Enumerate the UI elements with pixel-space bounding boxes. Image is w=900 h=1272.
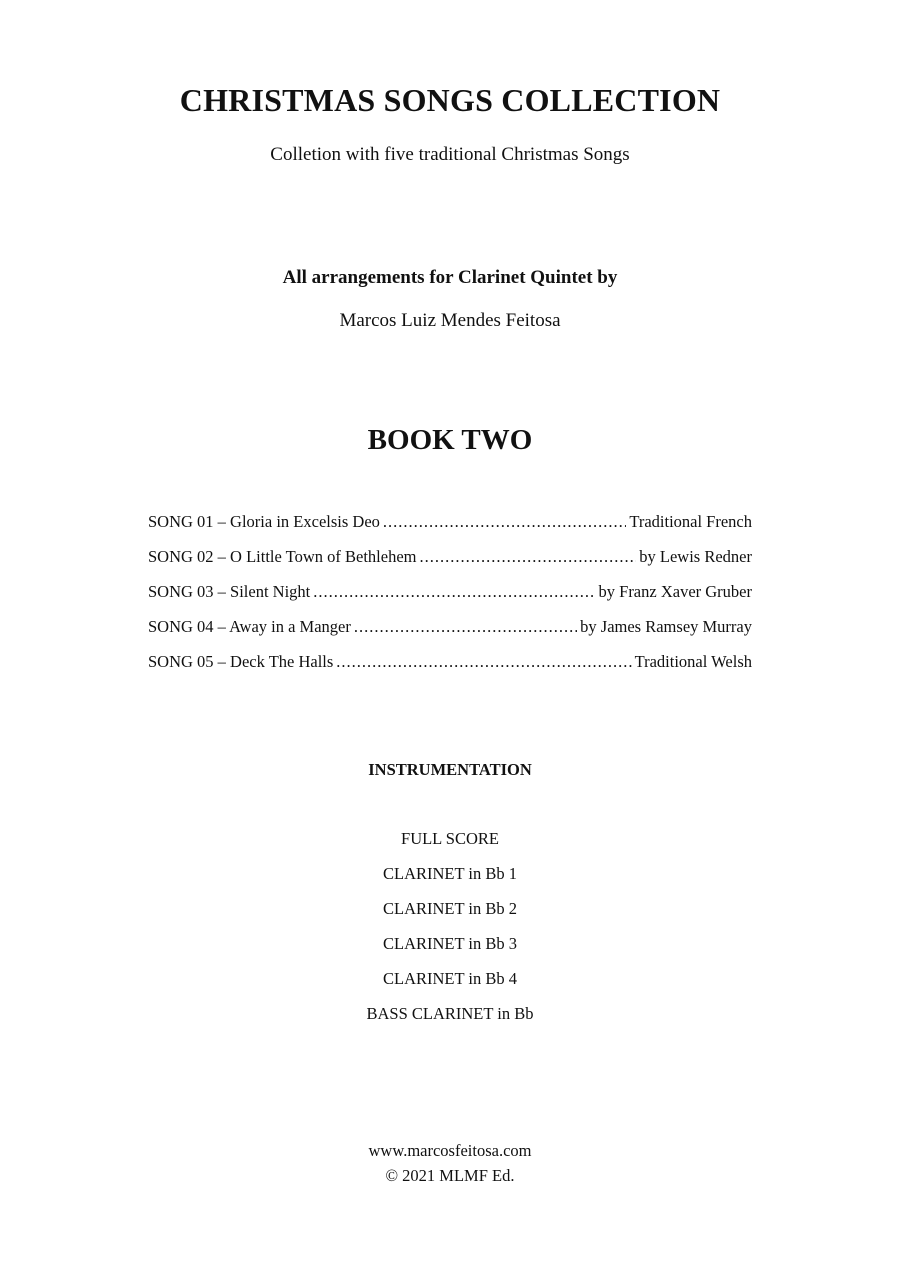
document-subtitle: Colletion with five traditional Christmas Songs [270, 144, 630, 165]
song-author: by Franz Xaver Gruber [598, 582, 752, 601]
instrument-item: FULL SCORE [401, 829, 499, 848]
copyright-notice: © 2021 MLMF Ed. [385, 1166, 515, 1185]
song-author: by James Ramsey Murray [580, 617, 752, 636]
table-of-contents [148, 512, 752, 687]
dot-leader [419, 547, 636, 567]
instrument-item: CLARINET in Bb 1 [383, 864, 517, 883]
song-title: SONG 04 – Away in a Manger [148, 617, 351, 636]
instrument-item: CLARINET in Bb 3 [383, 934, 517, 953]
toc-row [148, 547, 752, 582]
dot-leader [354, 617, 577, 637]
instrument-item: BASS CLARINET in Bb [366, 1004, 534, 1023]
song-author: Traditional Welsh [634, 652, 752, 671]
dot-leader [336, 652, 631, 672]
website-url: www.marcosfeitosa.com [368, 1141, 532, 1160]
document-title: CHRISTMAS SONGS COLLECTION [179, 82, 721, 118]
song-author: by Lewis Redner [639, 547, 752, 566]
toc-row [148, 652, 752, 687]
toc-row [148, 582, 752, 617]
book-label: BOOK TWO [367, 424, 533, 456]
song-title: SONG 02 – O Little Town of Bethlehem [148, 547, 417, 566]
dot-leader [383, 512, 626, 532]
instrumentation-list [0, 829, 900, 1039]
song-title: SONG 05 – Deck The Halls [148, 652, 334, 671]
toc-row [148, 512, 752, 547]
dot-leader [313, 582, 595, 602]
instrument-item: CLARINET in Bb 4 [383, 969, 517, 988]
arrangement-heading: All arrangements for Clarinet Quintet by [282, 267, 618, 288]
arranger-name: Marcos Luiz Mendes Feitosa [339, 310, 561, 331]
instrumentation-heading: INSTRUMENTATION [368, 760, 532, 779]
song-title: SONG 03 – Silent Night [148, 582, 311, 601]
toc-row [148, 617, 752, 652]
song-title: SONG 01 – Gloria in Excelsis Deo [148, 512, 380, 531]
song-author: Traditional French [629, 512, 752, 531]
instrument-item: CLARINET in Bb 2 [383, 899, 517, 918]
